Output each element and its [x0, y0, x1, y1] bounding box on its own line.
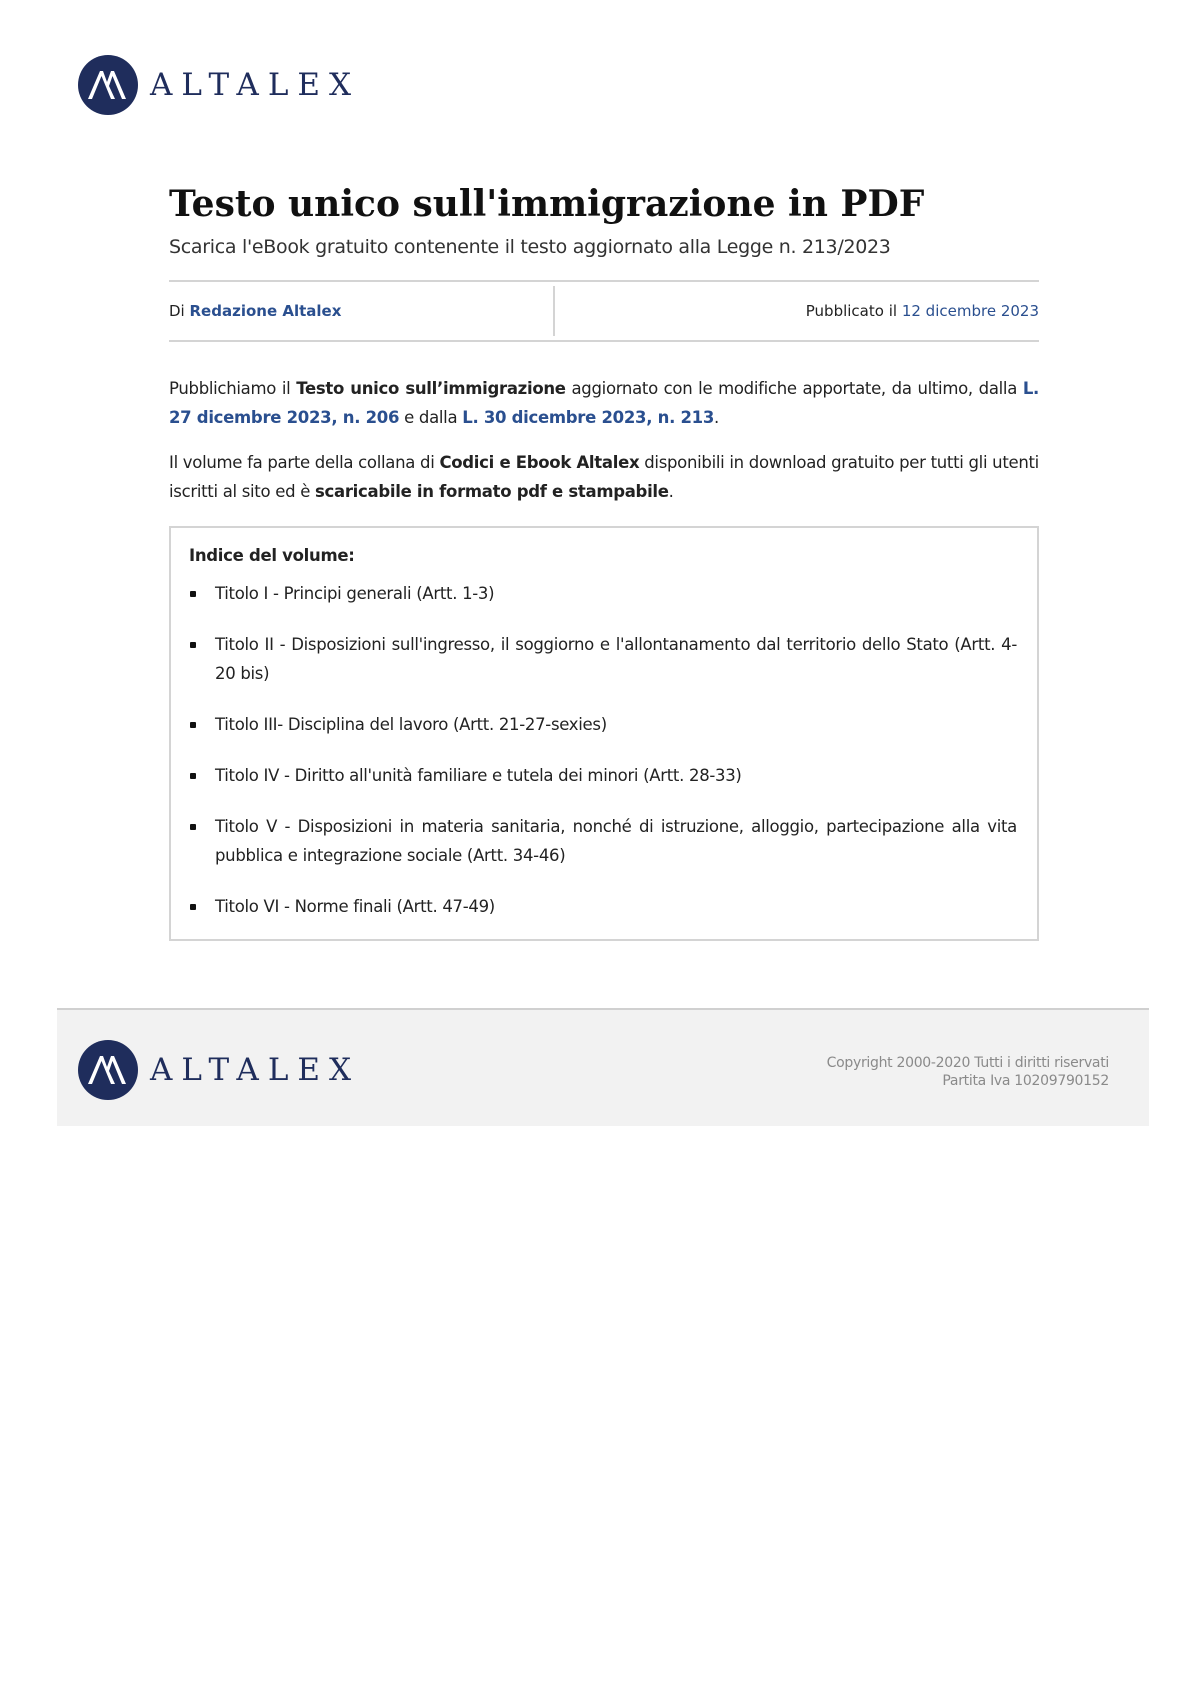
- volume-index: [169, 526, 1039, 941]
- list-item-text: Titolo V - Disposizioni in materia sanitaria, nonché di istruzione, alloggio, partecipazione alla vita pubblica e integrazione sociale (Artt. 34-46): [215, 817, 1017, 865]
- list-item: [189, 579, 1017, 608]
- list-item-text: Titolo III- Disciplina del lavoro (Artt. 21-27-sexies): [215, 715, 607, 734]
- text-span: Pubblichiamo il: [169, 379, 297, 398]
- footer-legal: [827, 1054, 1109, 1090]
- page-subtitle: Scarica l'eBook gratuito contenente il testo aggiornato alla Legge n. 213/2023: [169, 236, 891, 258]
- author-link[interactable]: Redazione Altalex: [189, 302, 342, 320]
- text-span: disponibili in download gratuito per tutti gli utenti iscritti al sito ed è: [169, 453, 1039, 501]
- page-title: Testo unico sull'immigrazione in PDF: [169, 183, 925, 225]
- bullet-icon: [190, 722, 196, 728]
- list-item-text: Titolo IV - Diritto all'unità familiare e tutela dei minori (Artt. 28-33): [215, 766, 742, 785]
- bold-text: Testo unico sull’immigrazione: [296, 379, 566, 398]
- copyright-text: Copyright 2000-2020 Tutti i diritti riservati: [826, 1055, 1109, 1071]
- logo-wordmark: ALTALEX: [150, 67, 361, 103]
- footer: [57, 1008, 1149, 1126]
- header-logo[interactable]: [78, 55, 360, 115]
- list-item-text: Titolo I - Principi generali (Artt. 1-3): [215, 584, 495, 603]
- bullet-icon: [190, 904, 196, 910]
- list-item: [189, 761, 1017, 790]
- list-item-text: Titolo VI - Norme finali (Artt. 47-49): [215, 897, 495, 916]
- index-title: Indice del volume:: [189, 546, 355, 565]
- law-213-link[interactable]: L. 30 dicembre 2023, n. 213: [462, 408, 715, 427]
- bullet-icon: [190, 824, 196, 830]
- vat-number: Partita Iva 10209790152: [942, 1073, 1109, 1089]
- altalex-logo-icon: [78, 55, 138, 115]
- description-paragraph: [169, 448, 1039, 506]
- bold-text: scaricabile in formato pdf e stampabile: [315, 482, 669, 501]
- publish-info: [555, 302, 1039, 320]
- text-span: .: [668, 482, 674, 501]
- law-206-link[interactable]: L. 27 dicembre 2023, n. 206: [169, 379, 1039, 427]
- footer-logo[interactable]: [78, 1040, 360, 1100]
- bullet-icon: [190, 642, 196, 648]
- bullet-icon: [190, 591, 196, 597]
- list-item: [189, 812, 1017, 870]
- text-span: e dalla: [399, 408, 463, 427]
- text-span: Il volume fa parte della collana di: [169, 453, 440, 472]
- bullet-icon: [190, 773, 196, 779]
- list-item: [189, 710, 1017, 739]
- byline-prefix: Di: [169, 302, 185, 320]
- bold-text: Codici e Ebook Altalex: [439, 453, 640, 472]
- text-span: .: [714, 408, 719, 427]
- index-list: [189, 579, 1017, 921]
- published-date: 12 dicembre 2023: [901, 302, 1039, 320]
- list-item: [189, 630, 1017, 688]
- list-item: [189, 892, 1017, 921]
- article-meta: [169, 280, 1039, 342]
- list-item-text: Titolo II - Disposizioni sull'ingresso, il soggiorno e l'allontanamento dal territorio dello Stato (Artt. 4-20 bis): [215, 635, 1017, 683]
- intro-paragraph: [169, 374, 1039, 432]
- altalex-logo-icon: [78, 1040, 138, 1100]
- byline: [169, 286, 555, 336]
- published-prefix: Pubblicato il: [805, 302, 898, 320]
- text-span: aggiornato con le modifiche apportate, da ultimo, dalla: [565, 379, 1023, 398]
- article: [169, 180, 1039, 941]
- logo-wordmark: ALTALEX: [150, 1052, 361, 1088]
